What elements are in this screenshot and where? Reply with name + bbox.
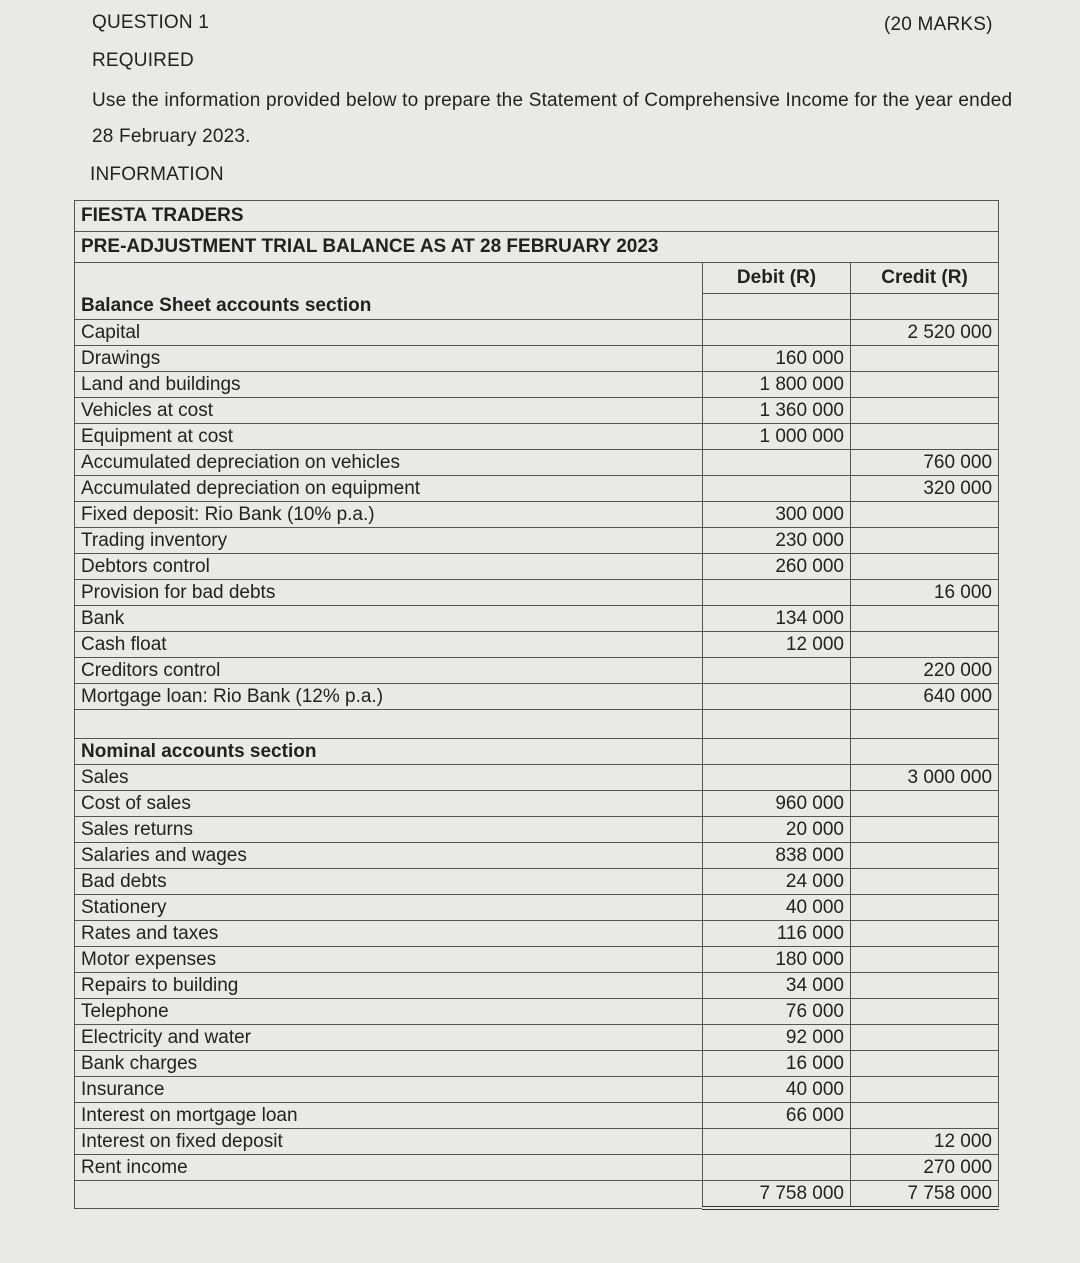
business-name: FIESTA TRADERS bbox=[75, 201, 999, 232]
account-row bbox=[75, 606, 999, 632]
debit-amount: 1 000 000 bbox=[703, 424, 851, 450]
debit-amount: 34 000 bbox=[703, 973, 851, 999]
debit-amount: 260 000 bbox=[703, 554, 851, 580]
debit-amount: 960 000 bbox=[703, 791, 851, 817]
credit-amount bbox=[851, 921, 999, 947]
credit-amount: 220 000 bbox=[851, 658, 999, 684]
account-name: Bad debts bbox=[75, 869, 703, 895]
debit-amount bbox=[703, 765, 851, 791]
trial-balance-table bbox=[74, 200, 999, 1210]
spacer-row bbox=[75, 710, 999, 739]
account-row bbox=[75, 1103, 999, 1129]
account-row bbox=[75, 658, 999, 684]
debit-amount bbox=[703, 684, 851, 710]
credit-amount bbox=[851, 346, 999, 372]
debit-amount: 1 360 000 bbox=[703, 398, 851, 424]
debit-amount bbox=[703, 658, 851, 684]
account-name: Accumulated depreciation on vehicles bbox=[75, 450, 703, 476]
debit-amount: 16 000 bbox=[703, 1051, 851, 1077]
account-row bbox=[75, 1129, 999, 1155]
account-name: Sales returns bbox=[75, 817, 703, 843]
account-row bbox=[75, 554, 999, 580]
account-name: Bank charges bbox=[75, 1051, 703, 1077]
account-row bbox=[75, 1077, 999, 1103]
account-row bbox=[75, 632, 999, 658]
account-row bbox=[75, 580, 999, 606]
credit-amount: 270 000 bbox=[851, 1155, 999, 1181]
account-row bbox=[75, 372, 999, 398]
debit-amount: 116 000 bbox=[703, 921, 851, 947]
account-name: Debtors control bbox=[75, 554, 703, 580]
credit-amount bbox=[851, 973, 999, 999]
debit-amount bbox=[703, 1155, 851, 1181]
credit-amount: 16 000 bbox=[851, 580, 999, 606]
credit-amount bbox=[851, 1077, 999, 1103]
account-row bbox=[75, 684, 999, 710]
account-name: Fixed deposit: Rio Bank (10% p.a.) bbox=[75, 502, 703, 528]
debit-amount: 300 000 bbox=[703, 502, 851, 528]
debit-amount: 40 000 bbox=[703, 895, 851, 921]
column-header-row bbox=[75, 263, 999, 294]
account-name: Stationery bbox=[75, 895, 703, 921]
credit-amount bbox=[851, 947, 999, 973]
account-row bbox=[75, 921, 999, 947]
account-name: Cash float bbox=[75, 632, 703, 658]
required-line-2: 28 February 2023. bbox=[92, 126, 251, 147]
account-name: Salaries and wages bbox=[75, 843, 703, 869]
credit-amount bbox=[851, 817, 999, 843]
account-name: Land and buildings bbox=[75, 372, 703, 398]
credit-amount bbox=[851, 999, 999, 1025]
credit-amount bbox=[851, 895, 999, 921]
debit-amount: 134 000 bbox=[703, 606, 851, 632]
account-row bbox=[75, 502, 999, 528]
trial-balance-title: PRE-ADJUSTMENT TRIAL BALANCE AS AT 28 FEBRUARY 2023 bbox=[75, 232, 999, 263]
debit-amount: 1 800 000 bbox=[703, 372, 851, 398]
credit-amount bbox=[851, 606, 999, 632]
credit-amount bbox=[851, 843, 999, 869]
account-name: Insurance bbox=[75, 1077, 703, 1103]
nominal-section-heading: Nominal accounts section bbox=[75, 739, 703, 765]
account-name: Telephone bbox=[75, 999, 703, 1025]
debit-amount bbox=[703, 1129, 851, 1155]
account-row bbox=[75, 895, 999, 921]
account-row bbox=[75, 765, 999, 791]
account-row bbox=[75, 973, 999, 999]
credit-amount bbox=[851, 554, 999, 580]
credit-amount bbox=[851, 869, 999, 895]
account-name: Motor expenses bbox=[75, 947, 703, 973]
debit-amount: 76 000 bbox=[703, 999, 851, 1025]
credit-amount: 640 000 bbox=[851, 684, 999, 710]
question-title: QUESTION 1 bbox=[92, 12, 210, 33]
debit-amount: 20 000 bbox=[703, 817, 851, 843]
credit-amount: 760 000 bbox=[851, 450, 999, 476]
credit-amount bbox=[851, 632, 999, 658]
bs-section-row bbox=[75, 294, 999, 320]
account-row bbox=[75, 1155, 999, 1181]
credit-amount bbox=[851, 424, 999, 450]
account-name: Capital bbox=[75, 320, 703, 346]
credit-amount bbox=[851, 1051, 999, 1077]
account-row bbox=[75, 791, 999, 817]
account-row bbox=[75, 476, 999, 502]
credit-amount bbox=[851, 372, 999, 398]
question-marks: (20 MARKS) bbox=[884, 14, 993, 35]
credit-amount bbox=[851, 791, 999, 817]
account-name: Bank bbox=[75, 606, 703, 632]
account-row bbox=[75, 346, 999, 372]
account-name: Sales bbox=[75, 765, 703, 791]
account-name: Accumulated depreciation on equipment bbox=[75, 476, 703, 502]
account-name: Repairs to building bbox=[75, 973, 703, 999]
debit-amount bbox=[703, 476, 851, 502]
debit-amount bbox=[703, 320, 851, 346]
account-row bbox=[75, 947, 999, 973]
account-row bbox=[75, 528, 999, 554]
account-name: Interest on fixed deposit bbox=[75, 1129, 703, 1155]
credit-amount bbox=[851, 1103, 999, 1129]
account-row bbox=[75, 424, 999, 450]
credit-amount bbox=[851, 398, 999, 424]
account-name: Drawings bbox=[75, 346, 703, 372]
account-name: Creditors control bbox=[75, 658, 703, 684]
account-name: Vehicles at cost bbox=[75, 398, 703, 424]
debit-amount: 838 000 bbox=[703, 843, 851, 869]
debit-amount: 180 000 bbox=[703, 947, 851, 973]
account-row bbox=[75, 1025, 999, 1051]
debit-column-header: Debit (R) bbox=[703, 263, 851, 294]
debit-amount bbox=[703, 450, 851, 476]
debit-amount: 66 000 bbox=[703, 1103, 851, 1129]
credit-amount bbox=[851, 528, 999, 554]
trial-balance-title-row bbox=[75, 232, 999, 263]
information-heading: INFORMATION bbox=[90, 164, 224, 185]
credit-amount bbox=[851, 1025, 999, 1051]
account-name: Electricity and water bbox=[75, 1025, 703, 1051]
debit-amount: 40 000 bbox=[703, 1077, 851, 1103]
credit-amount: 2 520 000 bbox=[851, 320, 999, 346]
account-name: Trading inventory bbox=[75, 528, 703, 554]
account-name: Cost of sales bbox=[75, 791, 703, 817]
debit-amount: 160 000 bbox=[703, 346, 851, 372]
account-row bbox=[75, 450, 999, 476]
debit-amount: 230 000 bbox=[703, 528, 851, 554]
debit-amount: 24 000 bbox=[703, 869, 851, 895]
account-row bbox=[75, 869, 999, 895]
credit-amount: 12 000 bbox=[851, 1129, 999, 1155]
account-row bbox=[75, 843, 999, 869]
debit-amount: 92 000 bbox=[703, 1025, 851, 1051]
account-name: Provision for bad debts bbox=[75, 580, 703, 606]
account-name: Interest on mortgage loan bbox=[75, 1103, 703, 1129]
account-row bbox=[75, 1051, 999, 1077]
account-name: Equipment at cost bbox=[75, 424, 703, 450]
account-name: Mortgage loan: Rio Bank (12% p.a.) bbox=[75, 684, 703, 710]
totals-row bbox=[75, 1181, 999, 1209]
account-name: Rates and taxes bbox=[75, 921, 703, 947]
credit-amount bbox=[851, 502, 999, 528]
nominal-section-row bbox=[75, 739, 999, 765]
credit-column-header: Credit (R) bbox=[851, 263, 999, 294]
account-row bbox=[75, 398, 999, 424]
credit-amount: 3 000 000 bbox=[851, 765, 999, 791]
account-row bbox=[75, 320, 999, 346]
account-row bbox=[75, 817, 999, 843]
account-row bbox=[75, 999, 999, 1025]
debit-amount bbox=[703, 580, 851, 606]
business-name-row bbox=[75, 201, 999, 232]
debit-amount: 12 000 bbox=[703, 632, 851, 658]
bs-section-heading: Balance Sheet accounts section bbox=[75, 294, 703, 320]
credit-amount: 320 000 bbox=[851, 476, 999, 502]
account-name: Rent income bbox=[75, 1155, 703, 1181]
total-credit: 7 758 000 bbox=[851, 1181, 999, 1209]
total-debit: 7 758 000 bbox=[703, 1181, 851, 1209]
required-line-1: Use the information provided below to prepare the Statement of Comprehensive Income for the year ended bbox=[92, 90, 1013, 111]
required-heading: REQUIRED bbox=[92, 50, 194, 71]
